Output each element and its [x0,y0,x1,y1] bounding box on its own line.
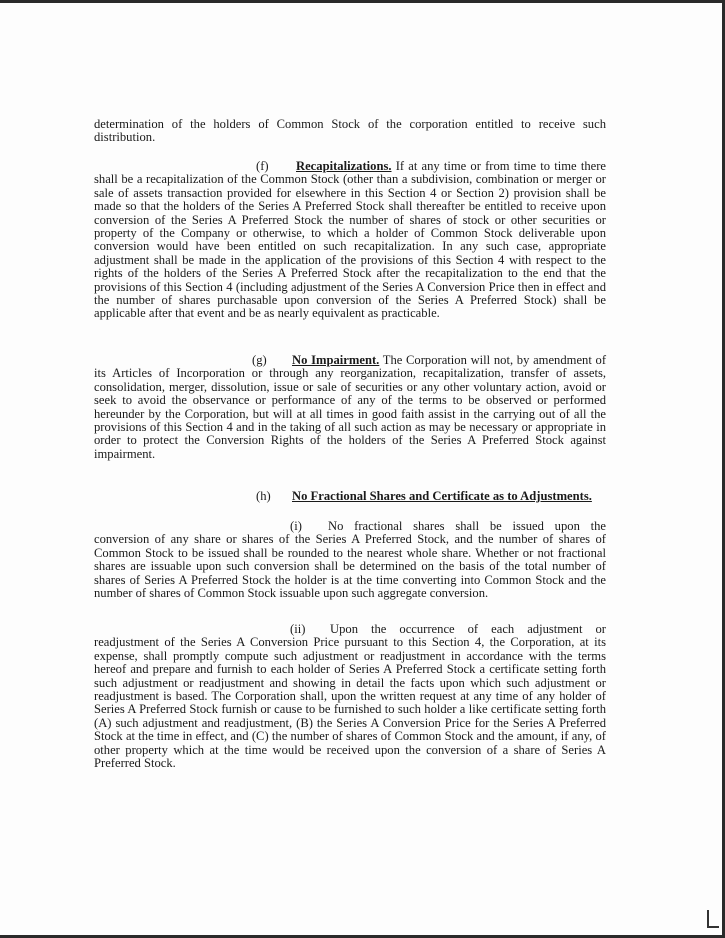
section-h-ii-paragraph [94,623,606,770]
section-g-paragraph [94,354,606,461]
section-h-heading-row [256,489,592,503]
section-g-label: (g) [252,353,267,367]
section-h-i-paragraph [94,520,606,600]
section-h-ii-text: Upon the occurrence of each adjustment or readjustment of the Series A Conversion Price pursuant to this Section 4, the Corporation, at its expense, shall promptly compute such adjustment or readjustment in accordance with the terms hereof and prepare and furnish to each holder of Series A Preferred Stock a certificate setting forth such adjustment or readjustment and showing in detail the facts upon which such adjustment or readjustment is based. The Corporation shall, upon the written request at any time of any holder of Series A Preferred Stock furnish or cause to be furnished to such holder a like certificate setting forth (A) such adjustment and readjustment, (B) the Series A Conversion Price for the Series A Preferred Stock at the time in effect, and (C) the number of shares of Common Stock and the amount, if any, of other property which at the time would be received upon the conversion of a share of Series A Preferred Stock. [94,622,606,771]
section-f-heading: Recapitalizations. [296,159,392,173]
section-f-text: If at any time or from time to time there shall be a recapitalization of the Common Stock (other than a subdivision, combination or merger or sale of assets transaction provided for elsewhere in this Section 4 or Section 2) provision shall be made so that the holders of the Series A Preferred Stock shall thereafter be entitled to receive upon conversion of the Series A Preferred Stock the number of shares of stock or other securities or property of the Company or otherwise, to which a holder of Common Stock deliverable upon conversion would have been entitled on such recapitalization. In any such case, appropriate adjustment shall be made in the application of the provisions of this Section 4 with respect to the rights of the holders of the Series A Preferred Stock after the recapitalization to the end that the provisions of this Section 4 (including adjustment of the Series A Conversion Price then in effect and the number of shares purchasable upon conversion of the Series A Preferred Stock) shall be applicable after that event and be as nearly equivalent as practicable. [94,159,606,321]
section-g-heading: No Impairment. [292,353,380,367]
section-f-paragraph [94,160,606,321]
section-h-i-label: (i) [290,519,302,533]
scan-edge-top [0,0,725,3]
section-h-heading: No Fractional Shares and Certificate as to Adjustments. [292,489,592,503]
section-h-ii-label: (ii) [290,622,306,636]
scan-corner-mark [707,910,719,928]
section-f-label: (f) [256,159,269,173]
section-h-label: (h) [256,489,271,503]
section-g-text: The Corporation will not, by amendment of its Articles of Incorporation or through any reorganization, recapitalization, transfer of assets, consolidation, merger, dissolution, issue or sale of securities or any other voluntary action, avoid or seek to avoid the observance or performance of any of the terms to be observed or performed hereunder by the Corporation, but will at all times in good faith assist in the carrying out of all the provisions of this Section 4 and in the taking of all such action as may be necessary or appropriate in order to protect the Conversion Rights of the holders of the Series A Preferred Stock against impairment. [94,353,607,461]
intro-paragraph: determination of the holders of Common Stock of the corporation entitled to receive such distribution. [94,117,606,145]
section-h-i-text: No fractional shares shall be issued upon the conversion of any share or shares of the Series A Preferred Stock, and the number of shares of Common Stock to be issued shall be rounded to the nearest whole share. Whether or not fractional shares are issuable upon such conversion shall be determined on the basis of the total number of shares of Series A Preferred Stock the holder is at the time converting into Common Stock and the number of shares of Common Stock issuable upon such aggregate conversion. [94,519,606,601]
